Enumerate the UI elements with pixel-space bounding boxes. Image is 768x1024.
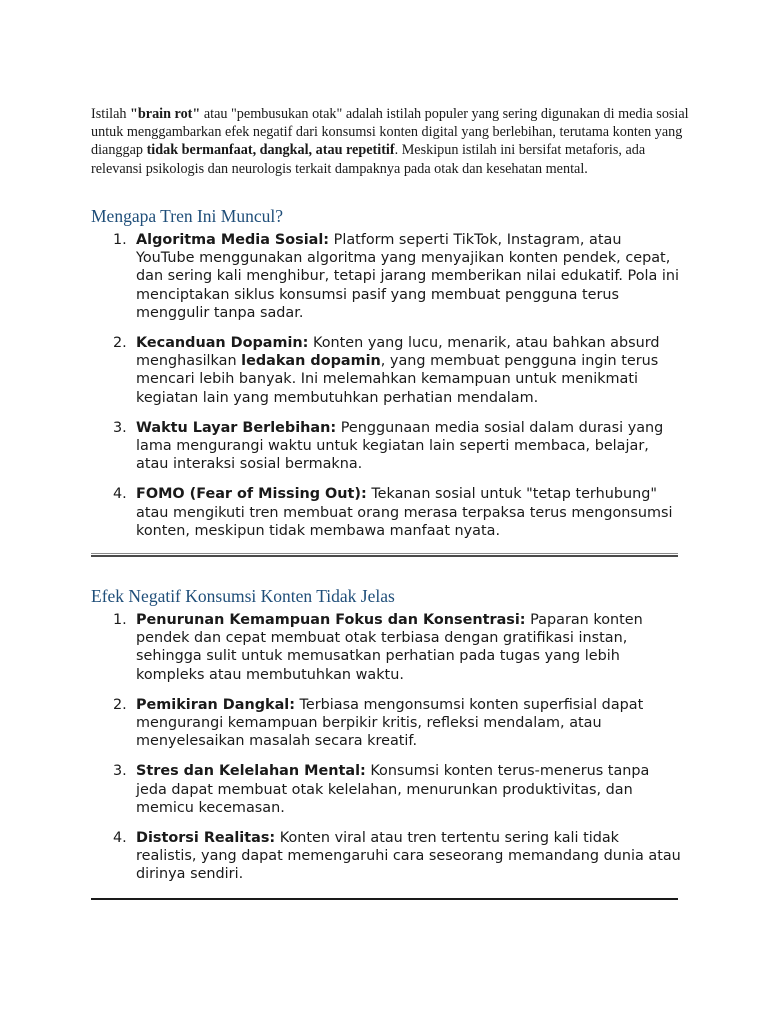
list-item (91, 611, 681, 684)
list-number: 3. (113, 419, 127, 436)
intro-emphasis: tidak bermanfaat, dangkal, atau repetitif (146, 142, 395, 159)
list-item-text: Terbiasa mengonsumsi konten superfisial dapat mengurangi kemampuan berpikir kritis, refleksi mendalam, atau menyelesaikan masalah secara kreatif. (136, 696, 644, 750)
list-number: 4. (113, 830, 127, 847)
intro-paragraph (91, 105, 691, 178)
section-heading-causes: Mengapa Tren Ini Muncul? (91, 206, 283, 226)
intro-text-1: Istilah (91, 106, 131, 122)
intro-term-brain-rot: "brain rot" (130, 106, 201, 122)
section-heading-effects: Efek Negatif Konsumsi Konten Tidak Jelas (91, 586, 395, 606)
list-item-text: , yang membuat pengguna ingin terus mencari lebih banyak. Ini melemahkan kemampuan untuk menikmati kegiatan lain yang membutuhkan perhatian mendalam. (136, 353, 659, 406)
list-number: 1. (113, 612, 127, 628)
list-item-title: Algoritma Media Sosial: (136, 232, 330, 248)
intro-text-2: atau "pembusukan otak" adalah istilah populer yang sering digunakan di media sosial untuk menggambarkan efek negatif dari konsumsi konten digital yang berlebihan, terutama konten yang dianggap (91, 106, 689, 159)
list-item-title: FOMO (Fear of Missing Out): (136, 486, 367, 503)
list-item-text: Konten viral atau tren tertentu sering kali tidak realistis, yang dapat memengaruhi cara seseorang memandang dunia atau dirinya sendiri. (136, 830, 681, 883)
list-number: 2. (113, 335, 127, 352)
list-item-text: Platform seperti TikTok, Instagram, atau YouTube menggunakan algoritma yang menyajikan konten pendek, cepat, dan sering kali menghibur, tetapi jarang memberikan nilai edukatif. Pola ini menciptakan siklus konsumsi pasif yang membuat pengguna terus menggulir tanpa sadar. (136, 232, 680, 321)
list-item (91, 334, 681, 407)
list-item (91, 419, 681, 474)
list-item-title: Stres dan Kelelahan Mental: (136, 763, 366, 780)
list-item-text: Konten yang lucu, menarik, atau bahkan absurd menghasilkan (136, 335, 660, 370)
effects-list (91, 611, 681, 896)
list-item (91, 696, 681, 751)
list-item-text: Konsumsi konten terus-menerus tanpa jeda dapat membuat otak kelelahan, menurunkan produktivitas, dan memicu kecemasan. (136, 763, 650, 816)
causes-list (91, 231, 681, 552)
list-number: 4. (113, 486, 127, 503)
list-item-text: Tekanan sosial untuk "tetap terhubung" atau mengikuti tren membuat orang merasa terpaksa terus mengonsumsi konten, meskipun tidak membawa manfaat nyata. (136, 486, 673, 539)
list-item-title: Waktu Layar Berlebihan: (136, 419, 337, 436)
list-item-title: Penurunan Kemampuan Fokus dan Konsentrasi: (136, 612, 526, 628)
section-divider (91, 553, 678, 557)
list-item (91, 829, 681, 884)
list-item (91, 485, 681, 540)
list-number: 2. (113, 696, 127, 713)
list-item-title: Kecanduan Dopamin: (136, 335, 309, 352)
list-item-emphasis: ledakan dopamin (241, 353, 381, 370)
list-item (91, 231, 681, 322)
list-item (91, 762, 681, 817)
list-item-title: Distorsi Realitas: (136, 830, 276, 847)
bottom-divider (91, 898, 678, 900)
intro-text-3: . Meskipun istilah ini bersifat metaforis, ada relevansi psikologis dan neurologis terkait dampaknya pada otak dan kesehatan mental. (91, 142, 646, 177)
list-number: 3. (113, 763, 127, 780)
list-item-text: Paparan konten pendek dan cepat membuat otak terbiasa dengan gratifikasi instan, sehingga sulit untuk memusatkan perhatian pada tugas yang lebih kompleks atau membutuhkan waktu. (136, 612, 643, 683)
list-item-title: Pemikiran Dangkal: (136, 696, 295, 713)
list-number: 1. (113, 232, 127, 248)
list-item-text: Penggunaan media sosial dalam durasi yang lama mengurangi waktu untuk kegiatan lain seperti membaca, belajar, atau interaksi sosial bermakna. (136, 419, 664, 473)
